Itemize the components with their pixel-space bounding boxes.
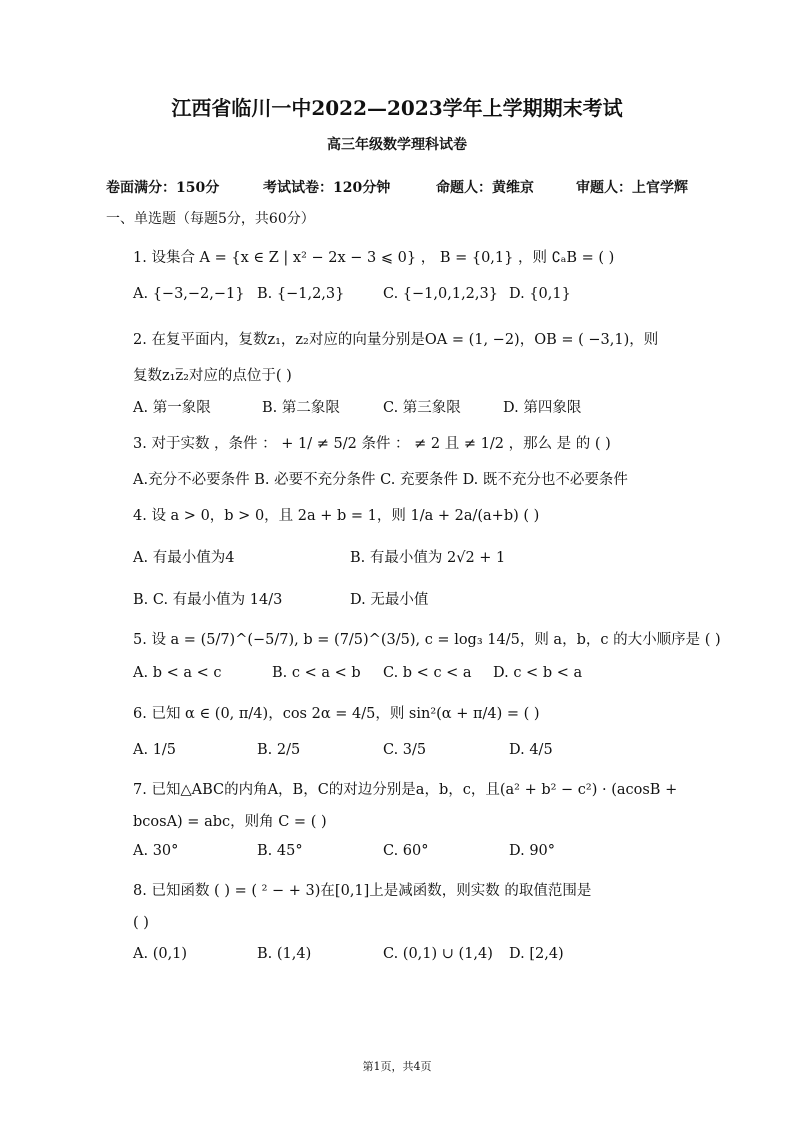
question-1-stem: 1. 设集合 A = {x ∈ Z | x² − 2x − 3 ⩽ 0} ， B = {0,1} ，则 ∁ₐB = ( )	[133, 250, 615, 266]
question-2-stem-line2: 复数z₁z̅₂对应的点位于( )	[133, 368, 292, 384]
question-5-stem: 5. 设 a = (5/7)^(−5/7), b = (7/5)^(3/5), c = log₃ 14/5，则 a，b，c 的大小顺序是 ( )	[133, 632, 721, 648]
q3-options: A.充分不必要条件 B. 必要不充分条件 C. 充要条件 D. 既不充分也不必要条件	[133, 472, 628, 488]
q2-option-b: B. 第二象限	[262, 400, 340, 416]
reviewer: 审题人：上官学辉	[576, 180, 688, 196]
question-8-stem-line1: 8. 已知函数 ( ) = ( ² − + 3)在[0,1]上是减函数，则实数 的取值范围是	[133, 883, 592, 899]
q8-option-d: D. [2,4)	[509, 946, 564, 962]
q1-option-a: A. {−3,−2,−1}	[133, 286, 245, 302]
q8-option-c: C. (0,1) ∪ (1,4)	[383, 946, 493, 962]
question-8-stem-line2: ( )	[133, 915, 149, 931]
question-7-stem-line1: 7. 已知△ABC的内角A，B，C的对边分别是a，b，c，且(a² + b² − c²) · (acosB +	[133, 782, 678, 798]
q5-option-c: C. b < c < a	[383, 665, 472, 681]
q1-option-b: B. {−1,2,3}	[257, 286, 345, 302]
q2-option-a: A. 第一象限	[133, 400, 211, 416]
question-3-stem: 3. 对于实数 ，条件 ： + 1/ ≠ 5/2 条件 ： ≠ 2 且 ≠ 1/2 ，那么 是 的 ( )	[133, 436, 611, 452]
q5-option-a: A. b < a < c	[133, 665, 222, 681]
q7-option-a: A. 30°	[133, 843, 179, 859]
q5-option-b: B. c < a < b	[272, 665, 361, 681]
full-marks: 卷面满分：150分	[106, 180, 220, 196]
section-heading: 一、单选题（每题5分，共60分）	[106, 211, 315, 227]
q5-option-d: D. c < b < a	[493, 665, 583, 681]
exam-title: 江西省临川一中2022—2023学年上学期期末考试	[171, 96, 623, 120]
q4-option-b: B. 有最小值为 2√2 + 1	[350, 550, 506, 566]
q6-option-d: D. 4/5	[509, 742, 553, 758]
question-4-stem: 4. 设 a > 0，b > 0，且 2a + b = 1，则 1/a + 2a/(a+b) ( )	[133, 508, 540, 524]
question-2-stem-line1: 2. 在复平面内，复数z₁，z₂对应的向量分别是OA = (1, −2)，OB = ( −3,1)，则	[133, 332, 659, 348]
q6-option-a: A. 1/5	[133, 742, 177, 758]
page-footer: 第1页，共4页	[362, 1060, 432, 1073]
exam-subtitle: 高三年级数学理科试卷	[327, 137, 467, 153]
q7-option-c: C. 60°	[383, 843, 429, 859]
author: 命题人：黄维京	[436, 180, 534, 196]
q4-option-c: B. C. 有最小值为 14/3	[133, 592, 283, 608]
q6-option-b: B. 2/5	[257, 742, 301, 758]
q4-option-a: A. 有最小值为4	[133, 550, 235, 566]
q1-option-d: D. {0,1}	[509, 286, 571, 302]
q1-option-c: C. {−1,0,1,2,3}	[383, 286, 498, 302]
q7-option-d: D. 90°	[509, 843, 556, 859]
q7-option-b: B. 45°	[257, 843, 303, 859]
q8-option-a: A. (0,1)	[133, 946, 188, 962]
q8-option-b: B. (1,4)	[257, 946, 312, 962]
q2-option-d: D. 第四象限	[503, 400, 582, 416]
q6-option-c: C. 3/5	[383, 742, 427, 758]
exam-time: 考试试卷：120分钟	[263, 180, 391, 196]
question-6-stem: 6. 已知 α ∈ (0, π/4)，cos 2α = 4/5，则 sin²(α + π/4) = ( )	[133, 706, 540, 722]
q4-option-d: D. 无最小值	[350, 592, 429, 608]
q2-option-c: C. 第三象限	[383, 400, 461, 416]
question-7-stem-line2: bcosA) = abc，则角 C = ( )	[133, 814, 327, 830]
